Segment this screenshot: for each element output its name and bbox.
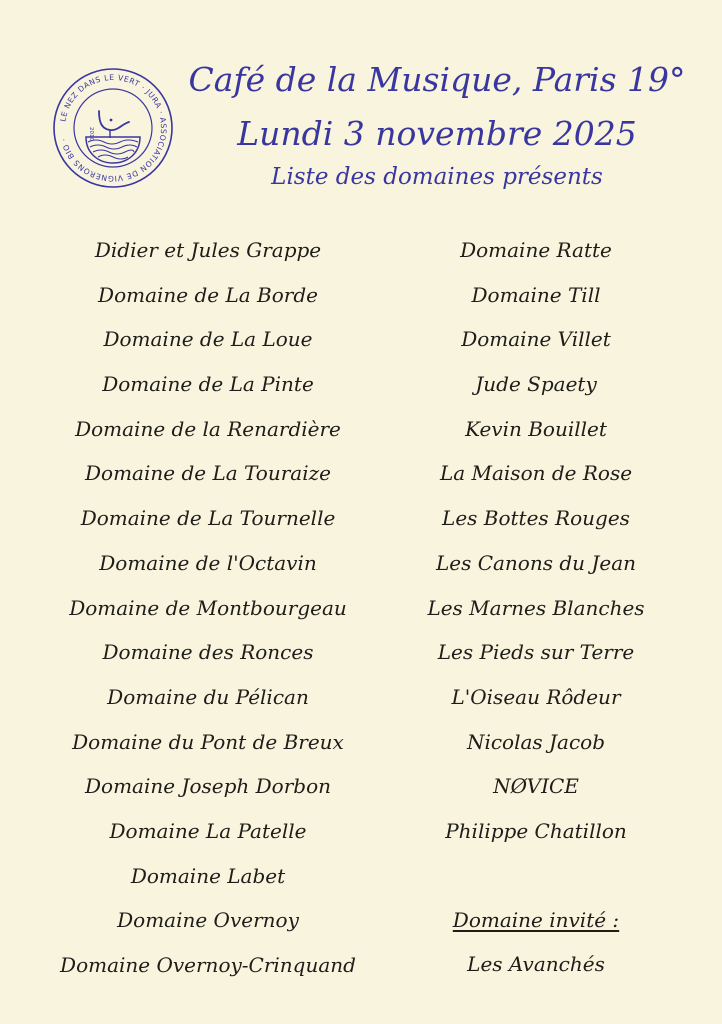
- list-item: Nicolas Jacob: [466, 729, 606, 754]
- list-item: NØVICE: [493, 774, 579, 799]
- list-item: Domaine Villet: [461, 327, 611, 352]
- list-item: Jude Spaety: [475, 372, 597, 397]
- guest-heading-text: Domaine invité :: [452, 908, 620, 932]
- list-item: Domaine du Pélican: [107, 684, 309, 709]
- event-subtitle: Liste des domaines présents: [271, 164, 603, 190]
- list-item: Domaine Labet: [130, 863, 286, 888]
- list-item: Domaine La Patelle: [109, 818, 307, 843]
- list-item: Domaine Joseph Dorbon: [85, 774, 331, 799]
- list-item: Les Pieds sur Terre: [437, 640, 635, 665]
- list-item: Domaine du Pont de Breux: [72, 729, 344, 754]
- list-item: Domaine Overnoy-Crinquand: [60, 953, 356, 977]
- list-item: Domaine de la Renardière: [75, 416, 341, 441]
- association-logo: [52, 67, 174, 189]
- list-item: Philippe Chatillon: [445, 818, 627, 843]
- list-item: Domaine de La Pinte: [102, 372, 314, 397]
- list-item: Domaine de La Borde: [98, 282, 318, 307]
- logo-ring-text: LE NEZ DANS LE VERT · JURA · ASSOCIATION DE VIGNERONS BIO ·: [58, 72, 169, 184]
- list-item: Les Marnes Blanches: [427, 595, 645, 620]
- guest-heading: [356, 898, 716, 943]
- list-item: Domaine de La Loue: [103, 327, 313, 352]
- list-item: Domaine de Montbourgeau: [69, 595, 347, 620]
- list-item: Kevin Bouillet: [465, 416, 607, 441]
- list-item: Domaine de l'Octavin: [99, 550, 317, 575]
- list-item: Domaine Ratte: [460, 238, 612, 262]
- list-item: Les Canons du Jean: [435, 550, 637, 575]
- left-domain-list: [28, 228, 388, 988]
- event-title: Café de la Musique, Paris 19°: [188, 60, 686, 99]
- list-item: Domaine de La Touraize: [85, 461, 331, 486]
- list-item: Les Bottes Rouges: [442, 506, 630, 531]
- list-item: Domaine des Ronces: [102, 640, 314, 665]
- list-item: Domaine Overnoy: [117, 908, 299, 933]
- list-item: La Maison de Rose: [439, 461, 633, 486]
- logo-year: 2010: [88, 127, 94, 141]
- event-date: Lundi 3 novembre 2025: [237, 114, 637, 153]
- right-domain-list: [356, 228, 716, 854]
- guest-domain: Les Avanchés: [467, 952, 605, 976]
- list-item: Domaine de La Tournelle: [80, 506, 336, 531]
- list-item: L'Oiseau Rôdeur: [451, 684, 621, 709]
- list-item: Domaine Till: [471, 282, 601, 307]
- list-item: Didier et Jules Grappe: [94, 238, 322, 262]
